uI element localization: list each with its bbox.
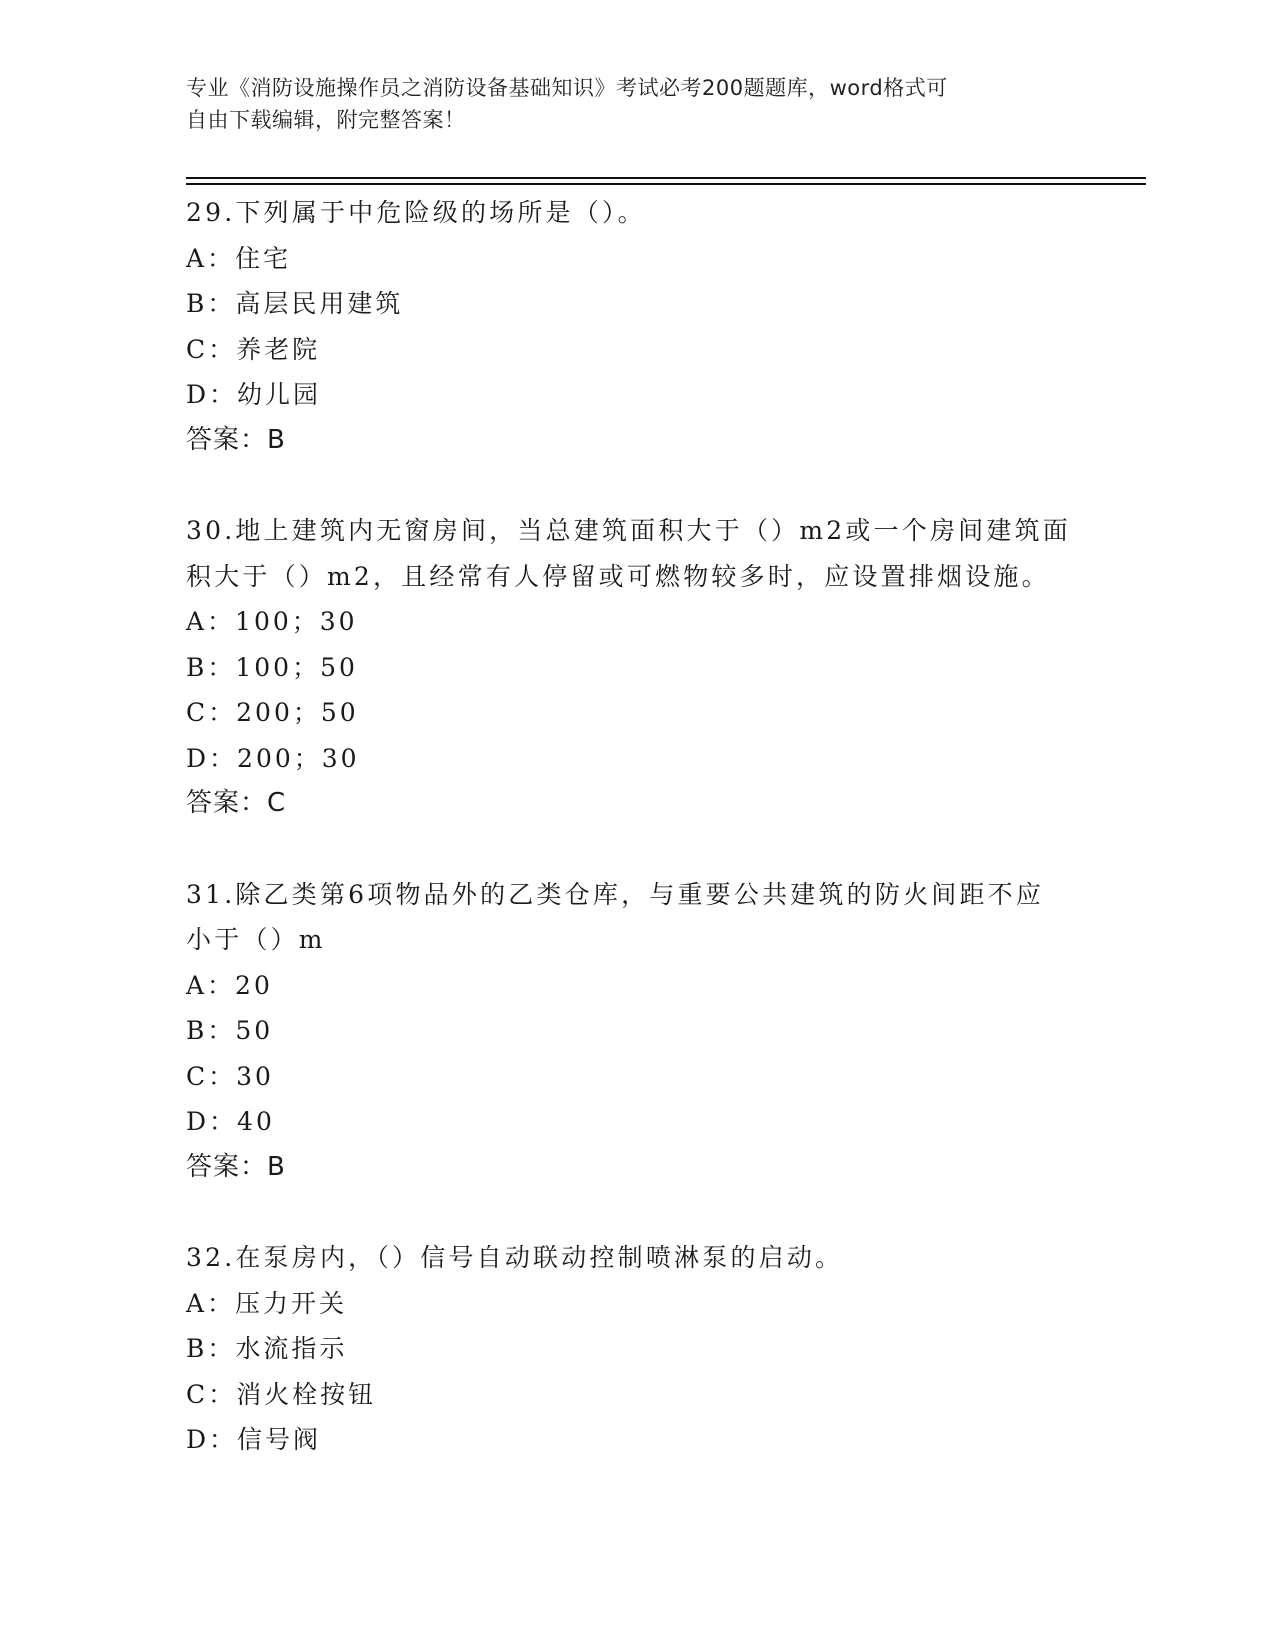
- header-divider-bottom: [186, 183, 1146, 185]
- document-header: [186, 72, 1066, 136]
- option-d: D：40: [186, 1107, 275, 1136]
- option-c: C：30: [186, 1061, 274, 1091]
- question-32: [186, 1235, 1086, 1463]
- header-line-2: 自由下载编辑，附完整答案！: [186, 108, 466, 132]
- question-stem: 32.在泵房内，（）信号自动联动控制喷淋泵的启动。: [186, 1243, 844, 1272]
- question-stem: 30.地上建筑内无窗房间，当总建筑面积大于（）m2或一个房间建筑面: [186, 516, 1071, 545]
- option-c: C：养老院: [186, 334, 321, 364]
- option-a: A：100；30: [186, 607, 358, 636]
- option-a: A：20: [186, 970, 273, 1000]
- option-c: C：200；50: [186, 698, 359, 727]
- header-line-1: 专业《消防设施操作员之消防设备基础知识》考试必考200题题库，word格式可: [186, 76, 948, 100]
- option-b: B：100；50: [186, 652, 358, 682]
- question-30: [186, 508, 1086, 827]
- question-29: [186, 190, 1086, 463]
- option-d: D：信号阀: [186, 1425, 322, 1454]
- option-b: B：水流指示: [186, 1334, 348, 1363]
- option-d: D：幼儿园: [186, 380, 322, 409]
- option-a: A：住宅: [186, 243, 292, 273]
- question-31: [186, 872, 1086, 1191]
- option-a: A：压力开关: [186, 1288, 348, 1318]
- question-stem-continued: 积大于（）m2，且经常有人停留或可燃物较多时，应设置排烟设施。: [186, 561, 1050, 591]
- option-c: C：消火栓按钮: [186, 1379, 377, 1409]
- option-d: D：200；30: [186, 743, 360, 773]
- option-b: B：高层民用建筑: [186, 289, 404, 318]
- header-divider-top: [186, 177, 1146, 179]
- question-list: [186, 190, 1086, 1463]
- answer-line: 答案：B: [186, 424, 286, 455]
- question-stem: 29.下列属于中危险级的场所是（）。: [186, 198, 646, 227]
- answer-line: 答案：B: [186, 1151, 286, 1182]
- question-stem: 31.除乙类第6项物品外的乙类仓库，与重要公共建筑的防火间距不应: [186, 879, 1045, 909]
- option-b: B：50: [186, 1016, 274, 1045]
- question-stem-continued: 小于（）m: [186, 925, 326, 954]
- answer-line: 答案：C: [186, 788, 287, 818]
